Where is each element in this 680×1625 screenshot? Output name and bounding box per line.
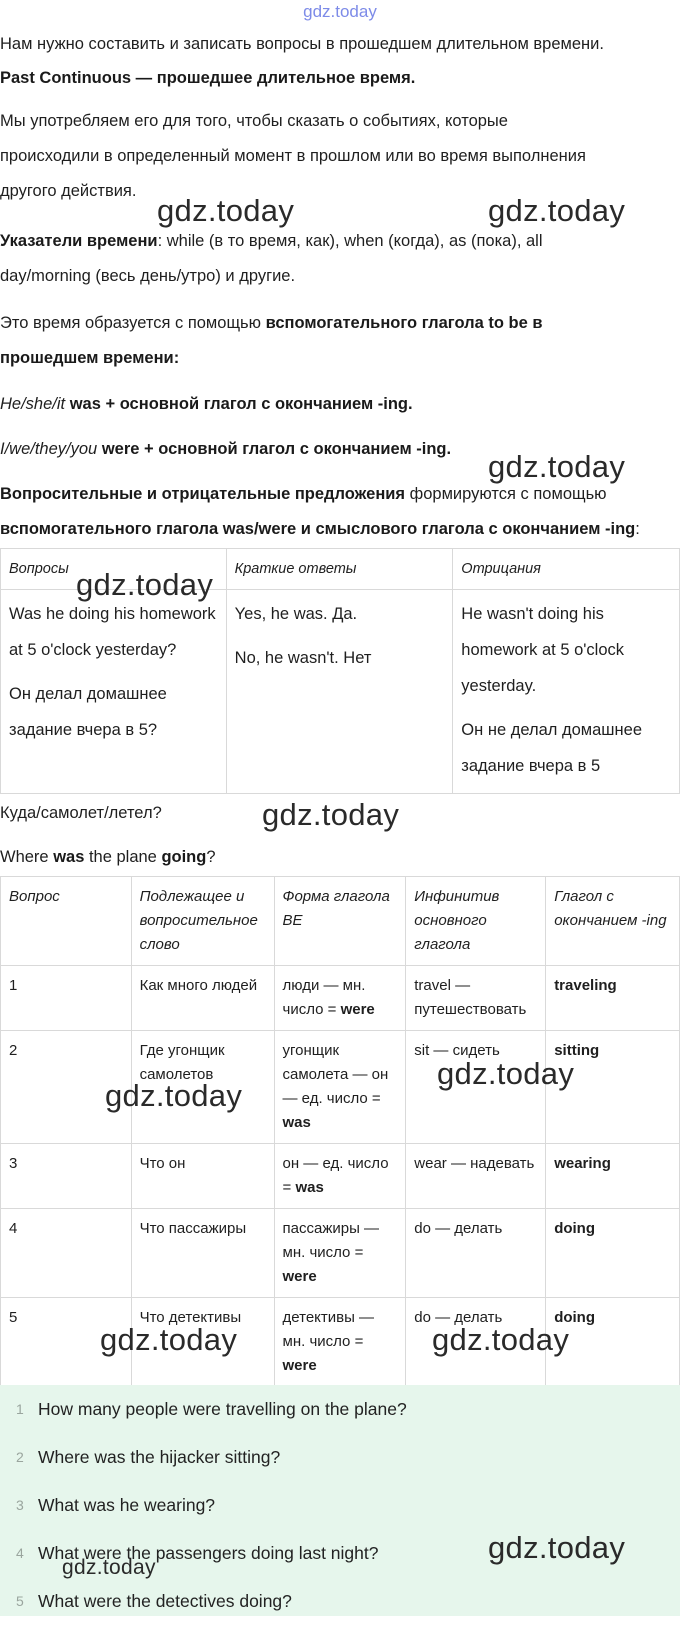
neg-bold: Вопросительные и отрицательные предложения <box>0 485 406 503</box>
rule-singular <box>0 386 676 422</box>
watermark: gdz.today <box>488 1530 626 1565</box>
answers-list <box>0 1385 680 1625</box>
row-be-form <box>274 1209 406 1298</box>
watermark: gdz.today <box>76 567 214 602</box>
row-be-form <box>274 1298 406 1387</box>
answer-number: 2 <box>16 1449 24 1465</box>
question-ru: Он делал домашнее задание вчера в 5? <box>9 685 167 739</box>
row-be-form <box>274 1031 406 1144</box>
ing-form: traveling <box>554 977 617 994</box>
usage-line-2: происходили в определенный момент в прошлом или во время выполнения <box>0 147 586 165</box>
rule-rest-2: were + основной глагол с окончанием -ing. <box>97 440 452 458</box>
short-answer-no: No, he wasn't. Нет <box>234 649 372 667</box>
be-text: угонщик самолета — он — ед. число = <box>282 1042 389 1107</box>
table-row <box>1 1031 680 1144</box>
answer-number: 1 <box>16 1401 24 1417</box>
answer-text: What were the passengers doing last night? <box>38 1542 379 1563</box>
questions-cell <box>1 590 227 794</box>
answer-text: How many people were travelling on the plane? <box>38 1398 407 1419</box>
watermark: gdz.today <box>100 1322 238 1357</box>
be-bold: were <box>340 1001 375 1018</box>
usage-line-1: Мы употребляем его для того, чтобы сказать о событиях, которые <box>0 112 508 130</box>
forms-table <box>0 548 680 794</box>
usage-line-3: другого действия. <box>0 182 137 200</box>
formation-bold: вспомогательного глагола to be в <box>265 314 543 332</box>
list-item <box>0 1529 680 1577</box>
table-row <box>1 1298 680 1387</box>
row-number: 3 <box>1 1144 132 1209</box>
list-item <box>0 1385 680 1433</box>
answer-text: What was he wearing? <box>38 1494 216 1515</box>
example-en-post: ? <box>206 848 216 866</box>
ing-form: sitting <box>554 1042 600 1059</box>
row-ing <box>546 1298 680 1387</box>
short-answer-yes: Yes, he was. Да. <box>234 605 358 623</box>
row-be-form <box>274 1144 406 1209</box>
table-row <box>1 1209 680 1298</box>
list-item <box>0 1577 680 1625</box>
row-number: 4 <box>1 1209 132 1298</box>
be-bold: was <box>295 1179 324 1196</box>
definition-text: Past Continuous — прошедшее длительное время. <box>0 69 416 87</box>
forms-table-header <box>1 549 680 590</box>
neg-line-1 <box>0 476 676 512</box>
answers-block <box>0 1385 680 1616</box>
short-answers-cell <box>226 590 453 794</box>
row-ing <box>546 1209 680 1298</box>
answer-number: 4 <box>16 1545 24 1561</box>
example-en-was: was <box>53 848 85 866</box>
be-bold: was <box>282 1114 311 1131</box>
table-row <box>1 1144 680 1209</box>
header-negatives: Отрицания <box>453 549 680 590</box>
rule-rest-1: was + основной глагол с окончанием -ing. <box>65 395 413 413</box>
forms-table-row <box>1 590 680 794</box>
row-infinitive: do — делать <box>406 1298 546 1387</box>
example-en-mid: the plane <box>84 848 162 866</box>
question-table <box>0 876 680 1387</box>
row-subject: Где угонщик самолетов <box>131 1031 274 1144</box>
header-question: Вопрос <box>1 877 132 966</box>
row-subject: Что он <box>131 1144 274 1209</box>
row-ing <box>546 1031 680 1144</box>
ing-form: wearing <box>554 1155 611 1172</box>
example-en-pre: Where <box>0 848 54 866</box>
row-ing <box>546 966 680 1031</box>
example-ru: Куда/самолет/летел? <box>0 804 162 822</box>
rule-plural <box>0 431 676 467</box>
formation-plain: Это время образуется с помощью <box>0 314 266 332</box>
watermark: gdz.today <box>432 1322 570 1357</box>
negatives-cell <box>453 590 680 794</box>
negative-en: He wasn't doing his homework at 5 o'clock yesterday. <box>461 605 625 695</box>
neg-plain: формируются с помощью <box>405 485 607 503</box>
table-row <box>1 966 680 1031</box>
formation-line-2 <box>0 340 676 376</box>
ing-form: doing <box>554 1220 596 1237</box>
neg-bold-2: вспомогательного глагола was/were и смыслового глагола с окончанием -ing <box>0 520 636 538</box>
example-en-going: going <box>161 848 207 866</box>
watermark: gdz.today <box>262 797 400 832</box>
negative-ru: Он не делал домашнее задание вчера в 5 <box>461 721 642 775</box>
row-number: 5 <box>1 1298 132 1387</box>
formation-line-1 <box>0 305 676 341</box>
be-text: люди — мн. число = <box>282 977 366 1018</box>
answer-text: What were the detectives doing? <box>38 1590 292 1611</box>
example-en <box>0 839 676 875</box>
answer-number: 5 <box>16 1593 24 1609</box>
answer-number: 3 <box>16 1497 24 1513</box>
markers-label: Указатели времени <box>0 232 158 250</box>
header-be-form: Форма глагола BE <box>274 877 406 966</box>
watermark: gdz.today <box>488 193 626 228</box>
row-subject: Что пассажиры <box>131 1209 274 1298</box>
question-table-header <box>1 877 680 966</box>
header-ing: Глагол с окончанием -ing <box>546 877 680 966</box>
be-bold: were <box>282 1268 317 1285</box>
list-item <box>0 1481 680 1529</box>
row-number: 1 <box>1 966 132 1031</box>
rule-pronouns-2: I/we/they/you <box>0 440 98 458</box>
definition <box>0 60 676 96</box>
row-be-form <box>274 966 406 1031</box>
header-subject: Подлежащее и вопросительное слово <box>131 877 274 966</box>
row-subject: Как много людей <box>131 966 274 1031</box>
markers-text: : while (в то время, как), when (когда), as (пока), all <box>157 232 543 250</box>
neg-line-2 <box>0 511 676 547</box>
watermark: gdz.today <box>62 1556 156 1579</box>
row-infinitive: travel — путешествовать <box>406 966 546 1031</box>
row-infinitive: wear — надевать <box>406 1144 546 1209</box>
markers-line-2: day/morning (весь день/утро) и другие. <box>0 267 296 285</box>
intro-line: Нам нужно составить и записать вопросы в прошедшем длительном времени. <box>0 35 604 53</box>
watermark: gdz.today <box>437 1056 575 1091</box>
row-infinitive: sit — сидеть <box>406 1031 546 1144</box>
header-short-answers: Краткие ответы <box>226 549 453 590</box>
row-infinitive: do — делать <box>406 1209 546 1298</box>
be-text: детективы — мн. число = <box>282 1309 375 1350</box>
watermark: gdz.today <box>105 1078 243 1113</box>
be-text: он — ед. число = <box>282 1155 389 1196</box>
row-ing <box>546 1144 680 1209</box>
list-item <box>0 1433 680 1481</box>
row-number: 2 <box>1 1031 132 1144</box>
header-infinitive: Инфинитив основного глагола <box>406 877 546 966</box>
rule-pronouns-1: He/she/it <box>0 395 66 413</box>
be-bold: were <box>282 1357 317 1374</box>
ing-form: doing <box>554 1309 596 1326</box>
be-text: пассажиры — мн. число = <box>282 1220 380 1261</box>
answer-text: Where was the hijacker sitting? <box>38 1446 281 1467</box>
neg-colon: : <box>635 520 640 538</box>
markers-line-1 <box>0 223 676 259</box>
site-logo[interactable]: gdz.today <box>303 2 377 21</box>
formation-bold-2: прошедшем времени: <box>0 349 180 367</box>
watermark: gdz.today <box>488 449 626 484</box>
row-subject: Что детективы <box>131 1298 274 1387</box>
header-questions: Вопросы <box>1 549 227 590</box>
watermark: gdz.today <box>157 193 295 228</box>
question-en: Was he doing his homework at 5 o'clock yesterday? <box>9 605 216 659</box>
